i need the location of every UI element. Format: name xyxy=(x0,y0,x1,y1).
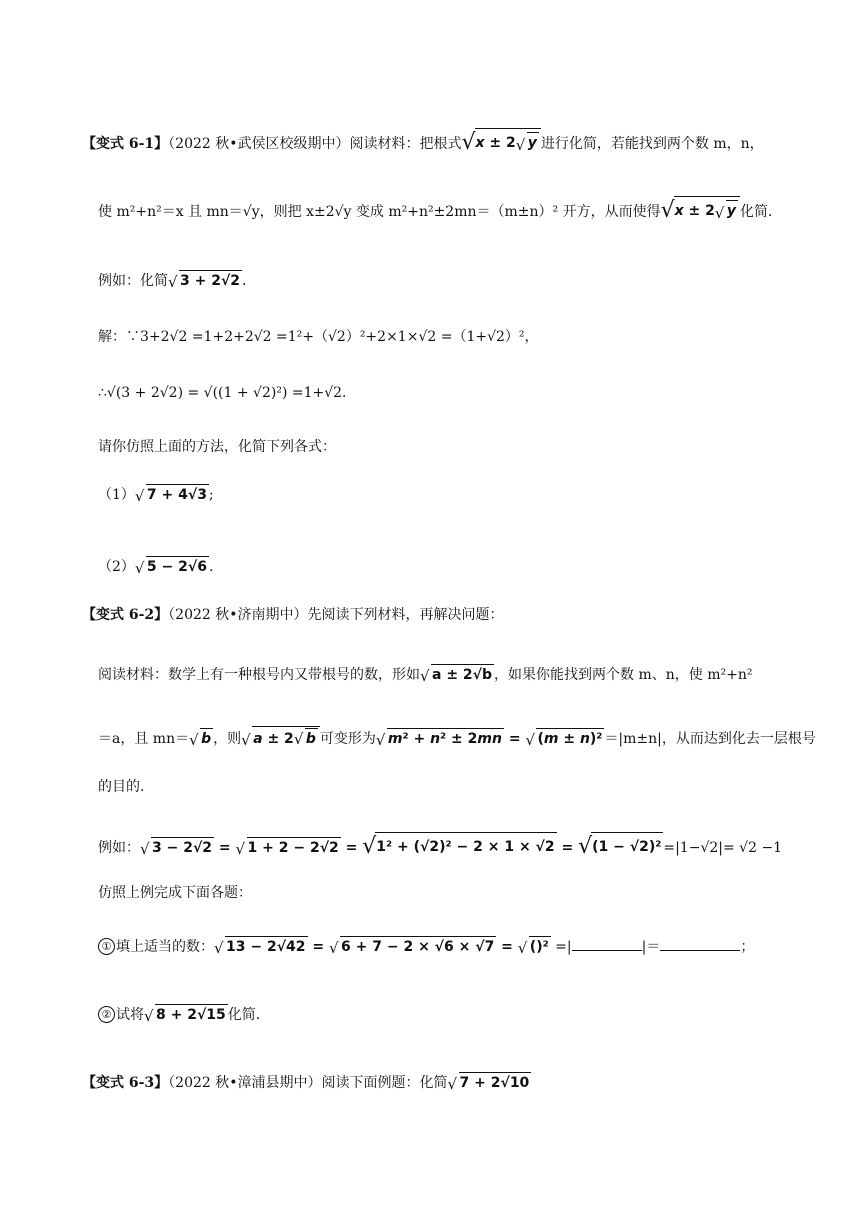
text: 化简． xyxy=(227,1007,270,1023)
text: 例如：化简 xyxy=(98,273,168,289)
text: 可变形为 xyxy=(319,731,376,747)
material-line-2: ＝a，且 mn＝√ b ，则√ a ± 2√ b 可变形为√ m² + n² ± 2mn = √ (m ± n)² ＝|m±n|，从而达到化去一层根号 xyxy=(98,726,816,750)
question-label: （1） xyxy=(98,487,135,503)
variant-6-3-header xyxy=(82,1072,531,1094)
answer-blank[interactable] xyxy=(660,936,740,951)
radical-expression: √ 5 − 2√6 xyxy=(135,556,209,578)
question-2: （2）√ 5 − 2√6 . xyxy=(98,556,213,578)
simplify-question xyxy=(98,1004,270,1026)
text: ＝a，且 mn＝ xyxy=(98,731,190,747)
circled-number: ① xyxy=(98,938,115,955)
example-line: 例如：化简√ 3 + 2√2 . xyxy=(98,270,247,292)
radical-expression: √ 1² + (√2)² − 2 × 1 × √2 xyxy=(362,832,556,859)
radical-expression: √ (1 − √2)² xyxy=(578,832,663,859)
radical-expression: √ (m ± n)² xyxy=(525,728,604,750)
variant-6-2-header xyxy=(82,604,504,626)
radical-expression: √ b xyxy=(189,728,213,750)
radical-expression: √ m² + n² ± 2mn xyxy=(376,728,504,750)
radical-expression: √ 7 + 4√3 xyxy=(135,484,209,506)
text: 化简． xyxy=(740,204,782,220)
radical-expression: √ 6 + 7 − 2 × √6 × √7 xyxy=(329,936,496,958)
question-1: （1）√ 7 + 4√3 ; xyxy=(98,484,214,506)
circled-number: ② xyxy=(98,1006,115,1023)
example-line: 例如：√ 3 − 2√2 = √ 1 + 2 − 2√2 = √ 1² + (√2)² − 2 × 1 × √2 = √ (1 − √2)² =|1−√2|= √2 −1 xyxy=(98,832,782,859)
source-note: （2022 秋•漳浦县期中）阅读下面例题：化简 xyxy=(168,1075,448,1091)
variant-tag: 【变式 6-3】 xyxy=(82,1075,169,1091)
variant-tag: 【变式 6-1】 xyxy=(82,136,169,152)
condition-line xyxy=(98,196,782,223)
prompt-line: 请你仿照上面的方法，化简下列各式： xyxy=(98,439,336,455)
text: ，则 xyxy=(213,731,242,747)
radical-expression: √ x ± 2√ y xyxy=(462,128,541,155)
text: 阅读材料：把根式 xyxy=(349,136,462,152)
solution-line: 解：∵3+2√2 =1+2+2√2 =1²+（√2）²+2×1×√2 =（1+√2）²， xyxy=(98,329,539,345)
source-note: （2022 秋•武侯区校级期中） xyxy=(168,136,350,152)
variant-tag: 【变式 6-2】 xyxy=(82,607,169,623)
text: 填上适当的数： xyxy=(116,939,214,955)
text: =|1−√2|= √2 −1 xyxy=(663,840,783,856)
radical-expression: √ 13 − 2√42 xyxy=(214,936,308,958)
source-note: （2022 秋•济南期中）先阅读下列材料，再解决问题： xyxy=(168,607,504,623)
imitate-line: 仿照上例完成下面各题： xyxy=(98,885,252,901)
fill-question: ① 填上适当的数：√ 13 − 2√42 = √ 6 + 7 − 2 × √6 × √7 = √ ()² =| |＝ ； xyxy=(98,936,754,958)
text: 阅读材料：数学上有一种根号内又带根号的数，形如 xyxy=(98,667,420,683)
answer-blank[interactable] xyxy=(572,936,642,951)
radical-expression: √ x ± 2√ y xyxy=(661,196,740,223)
question-label: （2） xyxy=(98,559,135,575)
therefore-line: ∴√(3 + 2√2) = √((1 + √2)²) =1+√2． xyxy=(98,385,357,401)
material-line xyxy=(98,664,752,686)
text: ，如果你能找到两个数 m、n，使 m²+n² xyxy=(494,667,753,683)
radical-expression: √ a ± 2√ b xyxy=(241,726,320,750)
radical-expression: √ ()² xyxy=(518,936,551,958)
radical-expression: √ 3 − 2√2 xyxy=(140,837,214,859)
text: 试将 xyxy=(116,1007,144,1023)
radical-expression: √ 8 + 2√15 xyxy=(144,1004,228,1026)
radical-expression: √ 1 + 2 − 2√2 xyxy=(236,837,341,859)
radical-expression: √ 3 + 2√2 xyxy=(168,270,242,292)
material-line-3: 的目的． xyxy=(98,779,154,795)
radical-expression: √ a ± 2√b xyxy=(420,664,494,686)
text: 例如： xyxy=(98,840,140,856)
radical-expression: √ 7 + 2√10 xyxy=(448,1072,532,1094)
variant-6-1-header xyxy=(82,128,764,155)
text: 使 m²+n²＝x 且 mn＝√y，则把 x±2√y 变成 m²+n²±2mn＝（m±n）² 开方，从而使得 xyxy=(98,204,661,220)
text: 进行化简，若能找到两个数 m，n， xyxy=(540,136,764,152)
text: ＝|m±n|，从而达到化去一层根号 xyxy=(604,731,816,747)
